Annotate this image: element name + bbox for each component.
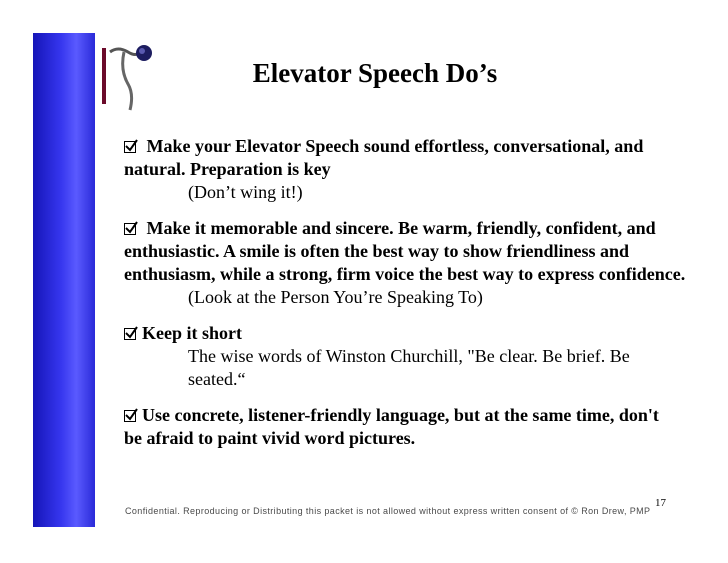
footer-text: Confidential. Reproducing or Distributing this packet is not allowed without express written consent of © Ron Drew, PMP (125, 506, 651, 516)
item-text: Make your Elevator Speech sound effortless, conversational, and natural. Preparation is key (124, 136, 644, 179)
item-subtext: (Don’t wing it!) (188, 182, 303, 202)
checked-box-icon (124, 141, 136, 153)
checked-box-icon (124, 328, 136, 340)
decorative-sidebar-bar (33, 33, 95, 527)
list-item (124, 217, 694, 309)
slide-title: Elevator Speech Do’s (252, 58, 498, 88)
item-text: Use concrete, listener-friendly language, but at the same time, don't be afraid to paint vivid word pictures. (124, 405, 659, 448)
checked-box-icon (124, 223, 136, 235)
list-item (124, 135, 694, 204)
item-subtext: seated.“ (188, 369, 246, 389)
microphone-icon (106, 40, 158, 112)
item-subtext: (Look at the Person You’re Speaking To) (188, 287, 483, 307)
item-text: Make it memorable and sincere. Be warm, friendly, confident, and enthusiastic. A smile is often the best way to show friendliness and enthusiasm, while a strong, firm voice the best way to express confidence. (124, 218, 686, 284)
item-subtext: The wise words of Winston Churchill, "Be clear. Be brief. Be (188, 346, 630, 366)
checked-box-icon (124, 410, 136, 422)
slide-content (124, 135, 694, 450)
page-number: 17 (655, 497, 666, 509)
list-item (124, 322, 694, 391)
list-item (124, 404, 694, 450)
item-text: Keep it short (124, 322, 694, 345)
